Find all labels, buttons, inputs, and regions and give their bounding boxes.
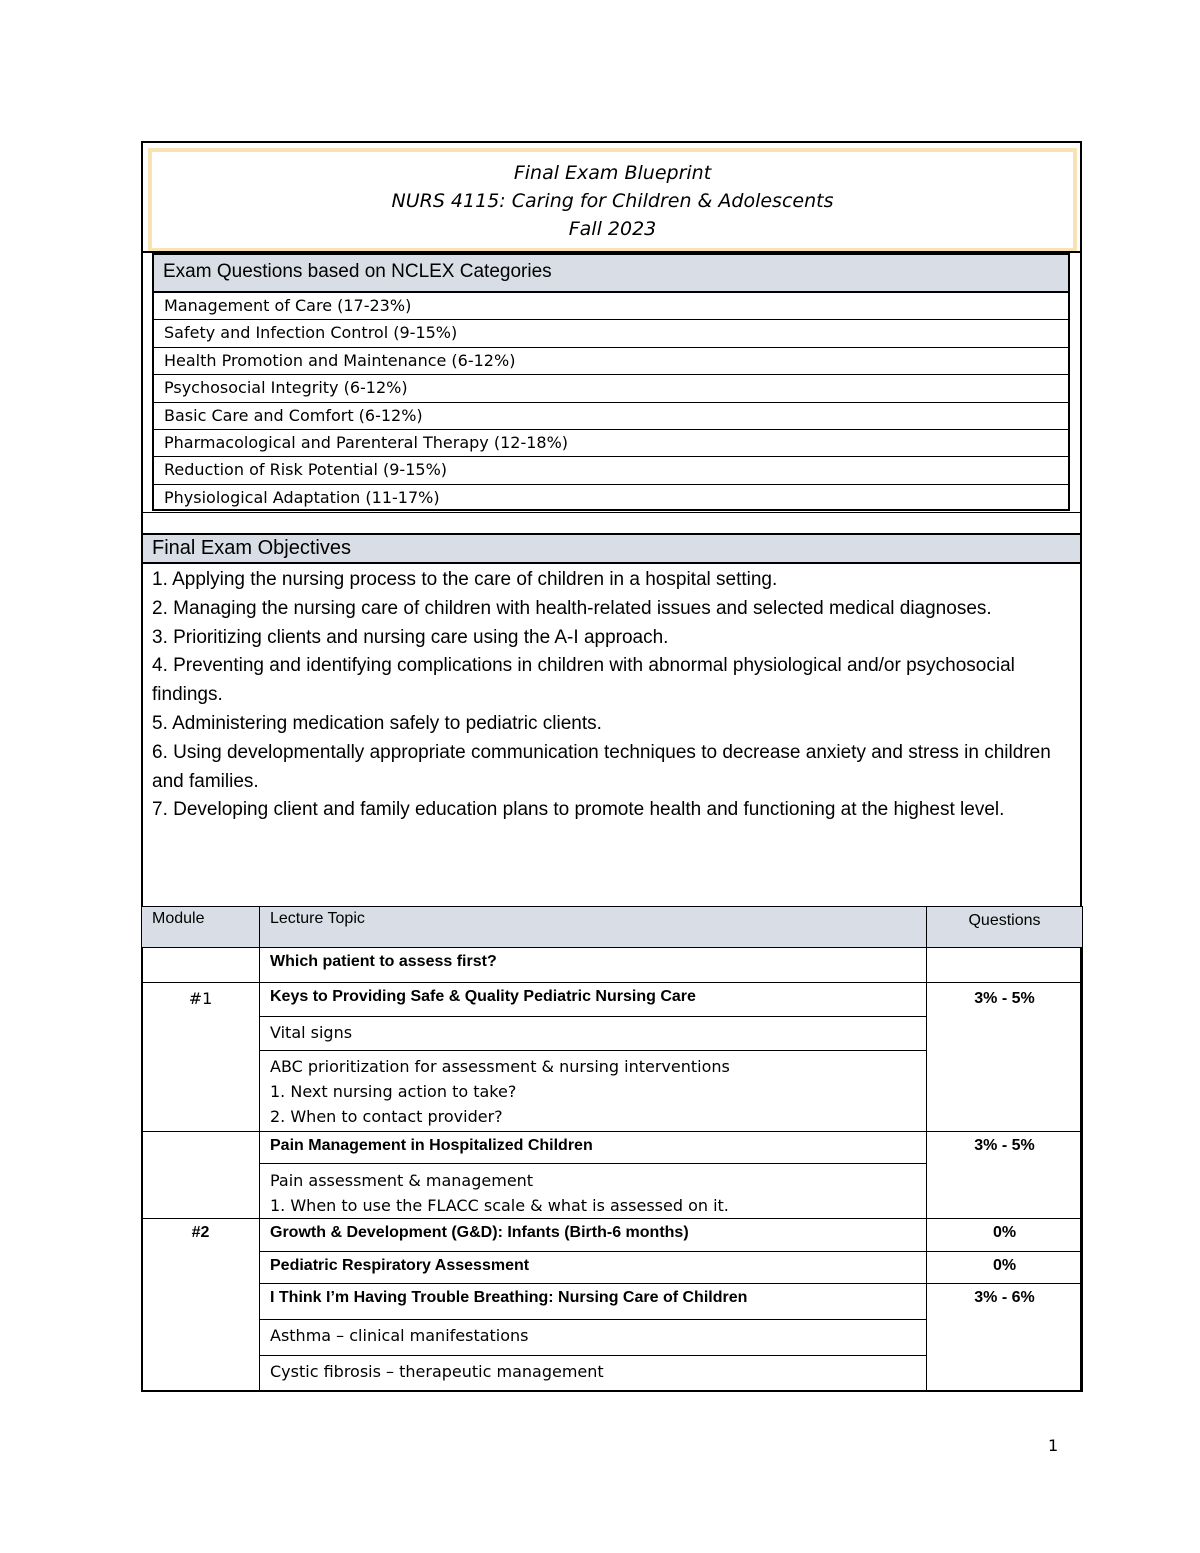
topic-cell: Which patient to assess first? bbox=[260, 948, 927, 983]
table-row bbox=[142, 948, 1083, 983]
topic-cell: Vital signs bbox=[260, 1017, 927, 1051]
topic-text: ABC prioritization for assessment & nursing interventions bbox=[270, 1057, 730, 1076]
topic-cell: Asthma – clinical manifestations bbox=[260, 1320, 927, 1356]
nclex-category: Basic Care and Comfort (6-12%) bbox=[154, 403, 1068, 430]
questions-cell: 0% bbox=[927, 1252, 1083, 1284]
objectives-heading: Final Exam Objectives bbox=[143, 533, 1080, 564]
module-cell bbox=[142, 948, 260, 983]
header-questions: Questions bbox=[927, 907, 1083, 948]
objective-item: 4. Preventing and identifying complications in children with abnormal physiological and/or psychosocial findings. bbox=[152, 655, 1015, 706]
header-topic: Lecture Topic bbox=[260, 907, 927, 948]
nclex-table bbox=[152, 253, 1070, 511]
title-line-3: Fall 2023 bbox=[568, 218, 657, 240]
module-cell: #2 bbox=[142, 1219, 260, 1392]
questions-cell: 3% - 5% bbox=[927, 983, 1083, 1132]
module-table-header bbox=[142, 907, 1083, 948]
topic-subitem: 1. When to use the FLACC scale & what is assessed on it. bbox=[270, 1196, 729, 1215]
module-cell bbox=[142, 1132, 260, 1164]
nclex-separator bbox=[141, 512, 1082, 513]
header-module: Module bbox=[142, 907, 260, 948]
module-table bbox=[141, 906, 1083, 1392]
nclex-category: Physiological Adaptation (11-17%) bbox=[164, 487, 440, 507]
table-row bbox=[142, 1219, 1083, 1252]
objective-item: 5. Administering medication safely to pediatric clients. bbox=[152, 712, 602, 734]
nclex-category: Psychosocial Integrity (6-12%) bbox=[154, 375, 1068, 402]
topic-cell bbox=[260, 1164, 927, 1219]
topic-text: Pain assessment & management bbox=[270, 1171, 534, 1190]
topic-subitem: 2. When to contact provider? bbox=[270, 1107, 503, 1126]
topic-cell bbox=[260, 1051, 927, 1132]
nclex-category: Health Promotion and Maintenance (6-12%) bbox=[154, 348, 1068, 375]
objective-item: 6. Using developmentally appropriate communication techniques to decrease anxiety and stress in children and families. bbox=[152, 741, 1051, 792]
nclex-category: Pharmacological and Parenteral Therapy (12-18%) bbox=[154, 430, 1068, 457]
nclex-category: Safety and Infection Control (9-15%) bbox=[154, 320, 1068, 347]
nclex-category: Management of Care (17-23%) bbox=[154, 293, 1068, 320]
title-line-2: NURS 4115: Caring for Children & Adolescents bbox=[391, 190, 834, 212]
title-box bbox=[148, 148, 1077, 252]
topic-cell: I Think I’m Having Trouble Breathing: Nursing Care of Children bbox=[260, 1284, 927, 1320]
questions-cell: 3% - 6% bbox=[927, 1284, 1083, 1392]
questions-cell bbox=[927, 948, 1083, 983]
table-row bbox=[142, 983, 1083, 1017]
title-inner bbox=[152, 152, 1073, 248]
title-line-1: Final Exam Blueprint bbox=[513, 162, 712, 184]
page-number: 1 bbox=[1048, 1436, 1059, 1455]
topic-cell: Pain Management in Hospitalized Children bbox=[260, 1132, 927, 1164]
objectives-list bbox=[152, 566, 1052, 825]
topic-cell: Pediatric Respiratory Assessment bbox=[260, 1252, 927, 1284]
topic-subitem: 1. Next nursing action to take? bbox=[270, 1082, 517, 1101]
objective-item: 3. Prioritizing clients and nursing care using the A-I approach. bbox=[152, 626, 669, 648]
objective-item: 7. Developing client and family education plans to promote health and functioning at the highest level. bbox=[152, 799, 1005, 821]
questions-cell: 0% bbox=[927, 1219, 1083, 1252]
module-cell bbox=[142, 1164, 260, 1219]
topic-cell: Growth & Development (G&D): Infants (Birth-6 months) bbox=[260, 1219, 927, 1252]
table-row bbox=[142, 1252, 1083, 1284]
table-row bbox=[142, 1284, 1083, 1320]
topic-cell: Keys to Providing Safe & Quality Pediatric Nursing Care bbox=[260, 983, 927, 1017]
nclex-category: Reduction of Risk Potential (9-15%) bbox=[154, 457, 1068, 484]
objective-item: 1. Applying the nursing process to the care of children in a hospital setting. bbox=[152, 569, 778, 590]
questions-cell: 3% - 5% bbox=[927, 1132, 1083, 1219]
module-cell: #1 bbox=[142, 983, 260, 1132]
objective-item: 2. Managing the nursing care of children with health-related issues and selected medical diagnoses. bbox=[152, 597, 992, 619]
topic-cell: Cystic fibrosis – therapeutic management bbox=[260, 1356, 927, 1392]
nclex-heading: Exam Questions based on NCLEX Categories bbox=[154, 255, 1068, 293]
table-row bbox=[142, 1132, 1083, 1164]
